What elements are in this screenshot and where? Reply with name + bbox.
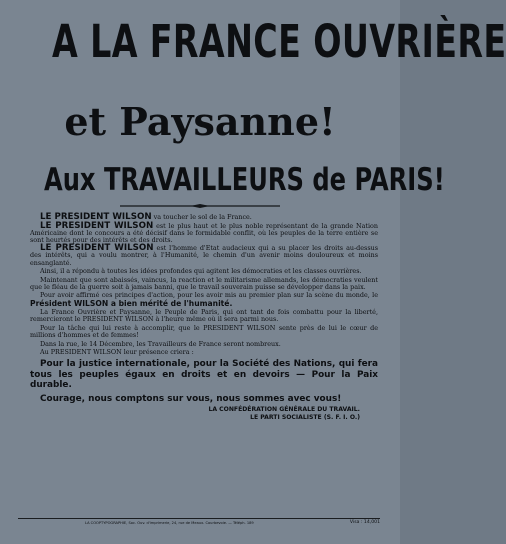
- paragraph-8: Pour la tâche qui lui reste à accomplir, que le PRESIDENT WILSON sente près de lui le cœur de millions d'hommes et de femmes!: [30, 323, 378, 339]
- visa-number: Visa : 14,001: [349, 520, 380, 525]
- paragraph-9: Dans la rue, le 14 Décembre, les Travailleurs de France seront nombreux.: [40, 339, 281, 348]
- signature-cgt: LA CONFÉDÉRATION GÉNÉRALE DU TRAVAIL.: [208, 406, 360, 414]
- courage-line: Courage, nous comptons sur vous, nous sommes avec vous!: [40, 394, 342, 405]
- paragraph-text: est l'homme d'Etat audacieux qui a su placer les droits au-dessus des intérêts, qui a voulu montrer, à l'Humanité, le chemin d'un avenir moins douloureux et moins ensanglanté.: [30, 244, 378, 267]
- headline-line1: A LA FRANCE OUVRIÈRE: [52, 15, 506, 68]
- paragraph-3: [30, 245, 378, 266]
- president-wilson-lead: LE PRESIDENT WILSON: [40, 220, 154, 231]
- printer-credit: LA COOPTYPOGRAPHIE, Soc. Ouv. d'imprimerie, 24, rue de Meaux. Courbevoie. — Téléph. 189: [85, 521, 254, 525]
- slogan: Pour la justice internationale, pour la Société des Nations, qui fera tous les peuples égaux en droits et en devoirs — Pour la Paix durable.: [30, 359, 378, 390]
- paragraph-7: La France Ouvrière et Paysanne, le Peuple de Paris, qui ont tant de fois combattu pour la liberté, remercieront le PRESIDENT WILSON à l'heure même où il sera parmi nous.: [30, 308, 378, 324]
- ornament-rule: [120, 204, 280, 208]
- paragraph-10: Au PRESIDENT WILSON leur présence criera :: [40, 348, 194, 357]
- paragraph-text: va toucher le sol de la France.: [151, 213, 252, 221]
- paragraph-text: Pour avoir affirmé ces principes d'action, pour les avoir mis au premier plan sur la scène du monde, le: [40, 291, 378, 300]
- headline-line2: et Paysanne!: [64, 99, 336, 144]
- paragraph-4: Ainsi, il a répondu à toutes les idées profondes qui agitent les démocraties et les classes ouvrières.: [40, 267, 362, 276]
- footer-divider: [18, 518, 380, 519]
- paragraph-6: [30, 292, 378, 307]
- president-wilson-lead: LE PRESIDENT WILSON: [40, 212, 152, 222]
- headline-line3: Aux TRAVAILLEURS de PARIS!: [44, 162, 445, 198]
- paragraph-5: Maintenant que sont abaissés, vaincus, la reaction et le militarisme allemands, les démocraties veulent que le fléau de la guerre soit à jamais banni, que le travail souverain puisse se développer dans la paix.: [30, 275, 378, 291]
- poster-body: [30, 214, 378, 421]
- president-wilson-lead: LE PRESIDENT WILSON: [40, 243, 154, 254]
- paragraph-text: est le plus haut et le plus noble représentant de la grande Nation Américaine dont le concours a été décisif dans le formidable conflit, où les peuples de la terre entière se sont heurtés pour des intérêts et des droits.: [30, 221, 378, 244]
- paragraph-bold: Président WILSON a bien mérité de l'humanité.: [30, 298, 233, 308]
- signature-sfio: LE PARTI SOCIALISTE (S. F. I. O.): [250, 413, 360, 421]
- paragraph-2: [30, 220, 378, 244]
